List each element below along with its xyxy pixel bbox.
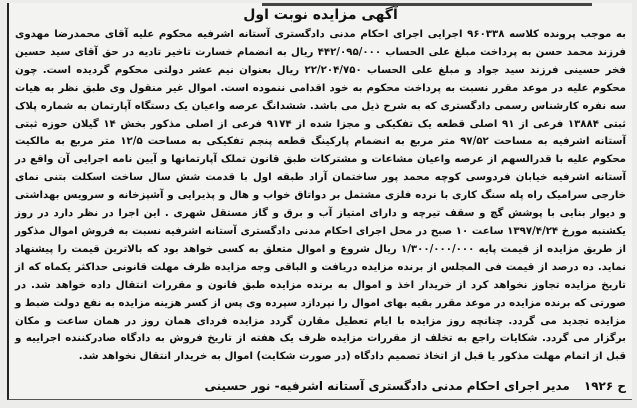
notice-title: آگهی مزایده نوبت اول [243,7,398,23]
notice-footer [15,379,626,393]
notice-body: به موجب پرونده کلاسه ۹۶۰۳۳۸ اجرایی اجرای احکام مدنی دادگستری آستانه اشرفیه محکوم علیه آقای محمدرضا مهدوی فرزند محمد حسن به پرداخت مبلغ علی الحساب ۴۴۲/۰۹۵/۰۰۰ ریال به انضمام خسارت تاخیر تادیه در حق آقای سید حسین فخر حسینی فرزند سید جواد و مبلغ علی الحساب ۲۲/۲۰۴/۷۵۰ ریال بعنوان نیم عشر دولتی محکوم گردیده است. چون محکوم علیه در موعد مقرر نسبت به پرداخت محکوم به خود اقدامی ننموده است. اموال غیر منقول وی طبق نظر به هیات سه نفره کارشناس رسمی دادگستری که به شرح ذیل می باشد. ششدانگ عرصه واعیان یک دستگاه آپارتمان به شماره پلاک ثبتی ۱۳۸۸۴ فرعی از ۹۱ اصلی قطعه یک تفکیکی و مجزا شده از ۹۱۷۴ فرعی از اصلی مذکور بخش ۱۴ گیلان حوزه ثبتی آستانه اشرفیه به مساحت ۹۷/۵۲ متر مربع به انضمام پارکینگ قطعه پنجم تفکیکی به مساحت ۱۲/۵ متر مربع به مالکیت محکوم علیه با قدرالسهم از عرصه واعیان مشاعات و مشترکات طبق قانون تملک آپارتمانها و آیین نامه اجرایی آن واقع در آستانه اشرفیه خیابان فردوسی کوچه محمد پور ساختمان آراد طبقه اول با قدمت شش سال ساخت اسکلت بتنی نمای خارجی سرامیک راه پله سنگ کاری با نرده فلزی مشتمل بر دواتاق خواب و هال و پذیرایی و آشپزخانه و سرویس بهداشتی و دیوار بنایی با پوشش گچ و سقف تیرچه و دارای امتیاز آب و برق و گاز مستقل شهری . این اجرا در نظر دارد در روز یکشنبه مورخ ۱۳۹۷/۴/۲۴ ساعت ۱۰ صبح در محل اجرای احکام مدنی دادگستری آستانه اشرفیه نسبت به فروش اموال مذکور از طریق مزایده از قیمت پایه ۱/۳۰۰/۰۰۰/۰۰۰ ریال شروع و اموال متعلق به کسی خواهد بود که بالاترین قیمت را پیشنهاد نماید. ده درصد از قیمت فی المجلس از برنده مزایده دریافت و الباقی وجه مزایده ظرف مهلت قانونی حداکثر یکماه که از تاریخ مزایده تجاوز نخواهد کرد از خریدار اخذ و اموال به برنده مزایده طبق قانون و مقررات انتقال داده خواهد شد. در صورتی که برنده مزایده در موعد مقرر بقیه بهای اموال را نپردازد سپرده وی پس از کسر هزینه مزایده به نفع دولت ضبط و مزایده تجدید می گردد. چنانچه روز مزایده با ایام تعطیل مقارن گردد مزایده فردای همان روز در همان ساعت و مکان برگزار می گردد. شکایات راجع به تخلف از مقررات مزایده ظرف یک هفته از تاریخ فروش به دادگاه صادرکننده اجراییه و قبل از اتمام مهلت مذکور یا قبل از اتخاذ تصمیم دادگاه (در صورت شکایت) اموال به خریدار انتقال نخواهد شد. [15,29,627,363]
auction-notice [7,3,632,400]
top-border-strip [262,3,592,6]
notice-code: ح ۱۹۲۶ [583,379,626,393]
signature-line: مدیر اجرای احکام مدنی دادگستری آستانه اشرفیه- نور حسینی [204,379,570,393]
